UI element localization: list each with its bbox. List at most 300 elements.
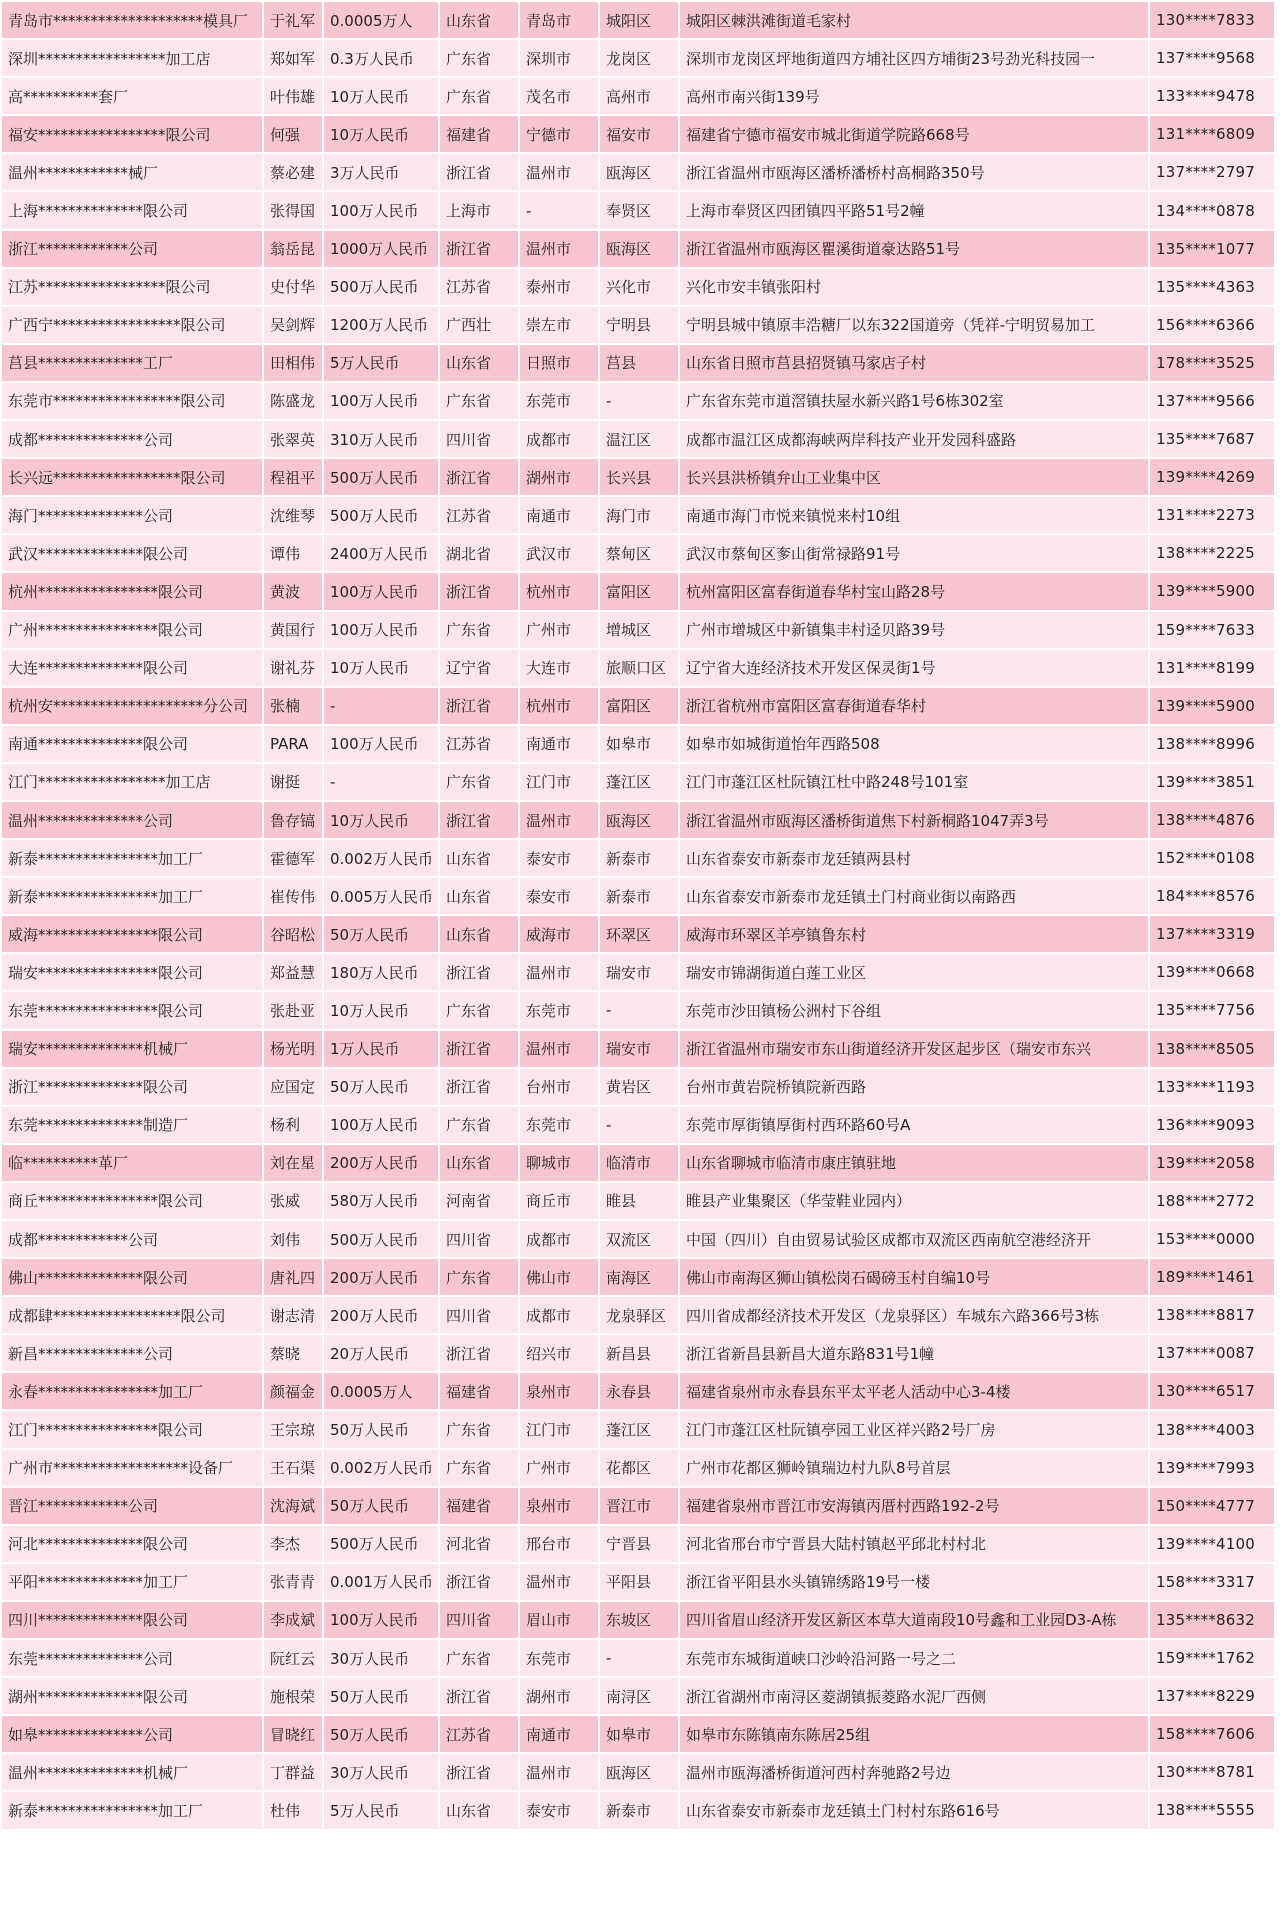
registered-capital-cell: 580万人民币 [324, 1183, 438, 1219]
registered-capital-cell: 50万人民币 [324, 1716, 438, 1752]
province-cell: 辽宁省 [440, 650, 518, 686]
address-cell: 浙江省温州市瓯海区瞿溪街道豪达路51号 [680, 231, 1148, 267]
registered-capital-cell: 500万人民币 [324, 269, 438, 305]
district-cell: 富阳区 [600, 573, 678, 609]
legal-person-cell: 霍德军 [264, 840, 322, 876]
company-name-cell: 新泰****************加工厂 [2, 878, 262, 914]
province-cell: 江苏省 [440, 497, 518, 533]
district-cell: 睢县 [600, 1183, 678, 1219]
registered-capital-cell: - [324, 688, 438, 724]
legal-person-cell: 张楠 [264, 688, 322, 724]
table-row [2, 840, 1274, 876]
city-cell: 温州市 [520, 1564, 598, 1600]
province-cell: 江苏省 [440, 726, 518, 762]
district-cell: - [600, 1107, 678, 1143]
legal-person-cell: 李成斌 [264, 1602, 322, 1638]
table-row [2, 1335, 1274, 1371]
district-cell: 平阳县 [600, 1564, 678, 1600]
district-cell: 新泰市 [600, 840, 678, 876]
legal-person-cell: 张得国 [264, 192, 322, 228]
province-cell: 广东省 [440, 1107, 518, 1143]
registered-capital-cell: 500万人民币 [324, 497, 438, 533]
province-cell: 福建省 [440, 116, 518, 152]
company-name-cell: 东莞**************公司 [2, 1640, 262, 1676]
company-name-cell: 江门*****************加工店 [2, 764, 262, 800]
city-cell: 青岛市 [520, 2, 598, 38]
legal-person-cell: 谢礼芬 [264, 650, 322, 686]
province-cell: 广东省 [440, 764, 518, 800]
phone-cell: 159****7633 [1150, 612, 1274, 648]
legal-person-cell: 李杰 [264, 1526, 322, 1562]
phone-cell: 135****1077 [1150, 231, 1274, 267]
phone-cell: 135****7687 [1150, 421, 1274, 457]
table-row [2, 612, 1274, 648]
district-cell: 奉贤区 [600, 192, 678, 228]
address-cell: 威海市环翠区羊亭镇鲁东村 [680, 916, 1148, 952]
city-cell: 绍兴市 [520, 1335, 598, 1371]
legal-person-cell: 翁岳昆 [264, 231, 322, 267]
registered-capital-cell: 180万人民币 [324, 954, 438, 990]
province-cell: 广西壮 [440, 307, 518, 343]
district-cell: 如皋市 [600, 1716, 678, 1752]
province-cell: 广东省 [440, 40, 518, 76]
city-cell: 南通市 [520, 1716, 598, 1752]
province-cell: 浙江省 [440, 802, 518, 838]
district-cell: 城阳区 [600, 2, 678, 38]
registered-capital-cell: 0.002万人民币 [324, 840, 438, 876]
legal-person-cell: 颜福金 [264, 1373, 322, 1409]
registered-capital-cell: 310万人民币 [324, 421, 438, 457]
table-row [2, 192, 1274, 228]
province-cell: 四川省 [440, 421, 518, 457]
phone-cell: 130****6517 [1150, 1373, 1274, 1409]
city-cell: 温州市 [520, 231, 598, 267]
province-cell: 广东省 [440, 1450, 518, 1486]
table-row [2, 1373, 1274, 1409]
district-cell: 如皋市 [600, 726, 678, 762]
table-row [2, 535, 1274, 571]
company-name-cell: 江苏*****************限公司 [2, 269, 262, 305]
phone-cell: 189****1461 [1150, 1259, 1274, 1295]
table-row [2, 421, 1274, 457]
phone-cell: 139****5900 [1150, 688, 1274, 724]
city-cell: 台州市 [520, 1069, 598, 1105]
province-cell: 广东省 [440, 612, 518, 648]
registered-capital-cell: 100万人民币 [324, 1107, 438, 1143]
city-cell: - [520, 192, 598, 228]
address-cell: 浙江省温州市瓯海区潘桥街道焦下村新桐路1047弄3号 [680, 802, 1148, 838]
province-cell: 浙江省 [440, 1564, 518, 1600]
district-cell: 瑞安市 [600, 1031, 678, 1067]
legal-person-cell: 何强 [264, 116, 322, 152]
province-cell: 广东省 [440, 1411, 518, 1447]
city-cell: 崇左市 [520, 307, 598, 343]
province-cell: 浙江省 [440, 1754, 518, 1790]
registered-capital-cell: 2400万人民币 [324, 535, 438, 571]
table-row [2, 992, 1274, 1028]
address-cell: 浙江省温州市瓯海区潘桥潘桥村高桐路350号 [680, 154, 1148, 190]
table-row [2, 1031, 1274, 1067]
phone-cell: 152****0108 [1150, 840, 1274, 876]
city-cell: 茂名市 [520, 78, 598, 114]
table-row [2, 1792, 1274, 1828]
company-name-cell: 瑞安**************机械厂 [2, 1031, 262, 1067]
company-name-cell: 新泰****************加工厂 [2, 840, 262, 876]
table-row [2, 1259, 1274, 1295]
address-cell: 山东省日照市莒县招贤镇马家店子村 [680, 345, 1148, 381]
phone-cell: 130****7833 [1150, 2, 1274, 38]
phone-cell: 137****8229 [1150, 1678, 1274, 1714]
company-name-cell: 成都**************公司 [2, 421, 262, 457]
legal-person-cell: 郑如军 [264, 40, 322, 76]
province-cell: 浙江省 [440, 954, 518, 990]
district-cell: 宁晋县 [600, 1526, 678, 1562]
address-cell: 福建省宁德市福安市城北街道学院路668号 [680, 116, 1148, 152]
address-cell: 如皋市如城街道怡年西路508 [680, 726, 1148, 762]
province-cell: 浙江省 [440, 1031, 518, 1067]
city-cell: 江门市 [520, 1411, 598, 1447]
phone-cell: 156****6366 [1150, 307, 1274, 343]
phone-cell: 139****5900 [1150, 573, 1274, 609]
company-name-cell: 河北**************限公司 [2, 1526, 262, 1562]
legal-person-cell: 张赴亚 [264, 992, 322, 1028]
province-cell: 四川省 [440, 1602, 518, 1638]
district-cell: 南海区 [600, 1259, 678, 1295]
city-cell: 眉山市 [520, 1602, 598, 1638]
legal-person-cell: 谢志清 [264, 1297, 322, 1333]
district-cell: - [600, 1640, 678, 1676]
district-cell: 瓯海区 [600, 1754, 678, 1790]
registered-capital-cell: 50万人民币 [324, 1411, 438, 1447]
phone-cell: 138****4003 [1150, 1411, 1274, 1447]
registered-capital-cell: 100万人民币 [324, 612, 438, 648]
registered-capital-cell: 1000万人民币 [324, 231, 438, 267]
address-cell: 四川省眉山经济开发区新区本草大道南段10号鑫和工业园D3-A栋 [680, 1602, 1148, 1638]
table-row [2, 383, 1274, 419]
address-cell: 四川省成都经济技术开发区（龙泉驿区）车城东六路366号3栋 [680, 1297, 1148, 1333]
phone-cell: 133****9478 [1150, 78, 1274, 114]
city-cell: 杭州市 [520, 688, 598, 724]
city-cell: 东莞市 [520, 1107, 598, 1143]
city-cell: 南通市 [520, 497, 598, 533]
address-cell: 中国（四川）自由贸易试验区成都市双流区西南航空港经济开 [680, 1221, 1148, 1257]
company-name-cell: 如皋**************公司 [2, 1716, 262, 1752]
company-name-cell: 湖州**************限公司 [2, 1678, 262, 1714]
legal-person-cell: 应国定 [264, 1069, 322, 1105]
table-row [2, 1488, 1274, 1524]
company-name-cell: 高**********套厂 [2, 78, 262, 114]
table-row [2, 1716, 1274, 1752]
district-cell: 龙泉驿区 [600, 1297, 678, 1333]
phone-cell: 158****3317 [1150, 1564, 1274, 1600]
city-cell: 泰州市 [520, 269, 598, 305]
district-cell: 蓬江区 [600, 1411, 678, 1447]
city-cell: 威海市 [520, 916, 598, 952]
legal-person-cell: 于礼军 [264, 2, 322, 38]
registered-capital-cell: 50万人民币 [324, 1678, 438, 1714]
registered-capital-cell: 500万人民币 [324, 459, 438, 495]
company-name-cell: 成都************公司 [2, 1221, 262, 1257]
registered-capital-cell: 50万人民币 [324, 1069, 438, 1105]
district-cell: 瓯海区 [600, 154, 678, 190]
address-cell: 睢县产业集聚区（华莹鞋业园内） [680, 1183, 1148, 1219]
district-cell: 兴化市 [600, 269, 678, 305]
company-name-cell: 杭州安********************分公司 [2, 688, 262, 724]
address-cell: 佛山市南海区狮山镇松岗石碣磅玉村自编10号 [680, 1259, 1148, 1295]
phone-cell: 138****8505 [1150, 1031, 1274, 1067]
city-cell: 江门市 [520, 764, 598, 800]
company-name-cell: 威海****************限公司 [2, 916, 262, 952]
district-cell: 温江区 [600, 421, 678, 457]
legal-person-cell: 张翠英 [264, 421, 322, 457]
registered-capital-cell: 20万人民币 [324, 1335, 438, 1371]
table-row [2, 459, 1274, 495]
address-cell: 山东省泰安市新泰市龙廷镇土门村商业街以南路西 [680, 878, 1148, 914]
registered-capital-cell: 0.0005万人 [324, 2, 438, 38]
province-cell: 浙江省 [440, 1335, 518, 1371]
phone-cell: 150****4777 [1150, 1488, 1274, 1524]
legal-person-cell: 沈海斌 [264, 1488, 322, 1524]
province-cell: 广东省 [440, 78, 518, 114]
registered-capital-cell: 10万人民币 [324, 802, 438, 838]
registered-capital-cell: 100万人民币 [324, 1602, 438, 1638]
address-cell: 福建省泉州市晋江市安海镇丙厝村西路192-2号 [680, 1488, 1148, 1524]
registered-capital-cell: - [324, 764, 438, 800]
company-name-cell: 东莞****************限公司 [2, 992, 262, 1028]
company-name-cell: 江门****************限公司 [2, 1411, 262, 1447]
province-cell: 江苏省 [440, 1716, 518, 1752]
company-name-cell: 莒县**************工厂 [2, 345, 262, 381]
legal-person-cell: 张青青 [264, 1564, 322, 1600]
city-cell: 广州市 [520, 1450, 598, 1486]
table-row [2, 1297, 1274, 1333]
province-cell: 浙江省 [440, 459, 518, 495]
district-cell: 东坡区 [600, 1602, 678, 1638]
legal-person-cell: 谭伟 [264, 535, 322, 571]
district-cell: 富阳区 [600, 688, 678, 724]
phone-cell: 188****2772 [1150, 1183, 1274, 1219]
company-table-body [2, 2, 1274, 1829]
legal-person-cell: 史付华 [264, 269, 322, 305]
registered-capital-cell: 0.001万人民币 [324, 1564, 438, 1600]
legal-person-cell: 刘在星 [264, 1145, 322, 1181]
registered-capital-cell: 200万人民币 [324, 1145, 438, 1181]
province-cell: 山东省 [440, 2, 518, 38]
province-cell: 浙江省 [440, 573, 518, 609]
province-cell: 江苏省 [440, 269, 518, 305]
table-row [2, 688, 1274, 724]
address-cell: 温州市瓯海潘桥街道河西村奔驰路2号边 [680, 1754, 1148, 1790]
legal-person-cell: 黄波 [264, 573, 322, 609]
table-row [2, 764, 1274, 800]
address-cell: 城阳区棘洪滩街道毛家村 [680, 2, 1148, 38]
registered-capital-cell: 50万人民币 [324, 1488, 438, 1524]
company-name-cell: 平阳**************加工厂 [2, 1564, 262, 1600]
district-cell: 花都区 [600, 1450, 678, 1486]
legal-person-cell: 王石渠 [264, 1450, 322, 1486]
table-row [2, 1602, 1274, 1638]
table-row [2, 1183, 1274, 1219]
phone-cell: 158****7606 [1150, 1716, 1274, 1752]
registered-capital-cell: 10万人民币 [324, 116, 438, 152]
phone-cell: 139****4100 [1150, 1526, 1274, 1562]
address-cell: 武汉市蔡甸区奓山街常禄路91号 [680, 535, 1148, 571]
city-cell: 成都市 [520, 1297, 598, 1333]
legal-person-cell: 杨利 [264, 1107, 322, 1143]
city-cell: 温州市 [520, 1031, 598, 1067]
district-cell: 蔡甸区 [600, 535, 678, 571]
registered-capital-cell: 500万人民币 [324, 1526, 438, 1562]
phone-cell: 138****2225 [1150, 535, 1274, 571]
phone-cell: 135****8632 [1150, 1602, 1274, 1638]
address-cell: 台州市黄岩院桥镇院新西路 [680, 1069, 1148, 1105]
phone-cell: 159****1762 [1150, 1640, 1274, 1676]
company-name-cell: 海门**************公司 [2, 497, 262, 533]
address-cell: 成都市温江区成都海峡两岸科技产业开发园科盛路 [680, 421, 1148, 457]
district-cell: 永春县 [600, 1373, 678, 1409]
table-row [2, 573, 1274, 609]
table-row [2, 1221, 1274, 1257]
legal-person-cell: 田相伟 [264, 345, 322, 381]
city-cell: 东莞市 [520, 1640, 598, 1676]
address-cell: 如皋市东陈镇南东陈居25组 [680, 1716, 1148, 1752]
phone-cell: 178****3525 [1150, 345, 1274, 381]
registered-capital-cell: 0.002万人民币 [324, 1450, 438, 1486]
district-cell: 海门市 [600, 497, 678, 533]
phone-cell: 139****7993 [1150, 1450, 1274, 1486]
legal-person-cell: 蔡必建 [264, 154, 322, 190]
city-cell: 日照市 [520, 345, 598, 381]
address-cell: 河北省邢台市宁晋县大陆村镇赵平邱北村村北 [680, 1526, 1148, 1562]
city-cell: 佛山市 [520, 1259, 598, 1295]
province-cell: 上海市 [440, 192, 518, 228]
table-row [2, 269, 1274, 305]
table-row [2, 154, 1274, 190]
legal-person-cell: 黄国行 [264, 612, 322, 648]
legal-person-cell: 杨光明 [264, 1031, 322, 1067]
company-name-cell: 新泰****************加工厂 [2, 1792, 262, 1828]
province-cell: 山东省 [440, 345, 518, 381]
registered-capital-cell: 200万人民币 [324, 1259, 438, 1295]
address-cell: 东莞市东城街道峡口沙岭沿河路一号之二 [680, 1640, 1148, 1676]
legal-person-cell: 郑益慧 [264, 954, 322, 990]
address-cell: 福建省泉州市永春县东平太平老人活动中心3-4楼 [680, 1373, 1148, 1409]
table-row [2, 497, 1274, 533]
table-row [2, 802, 1274, 838]
city-cell: 广州市 [520, 612, 598, 648]
province-cell: 广东省 [440, 383, 518, 419]
table-row [2, 1450, 1274, 1486]
district-cell: 环翠区 [600, 916, 678, 952]
table-row [2, 1564, 1274, 1600]
legal-person-cell: 蔡晓 [264, 1335, 322, 1371]
phone-cell: 139****4269 [1150, 459, 1274, 495]
company-name-cell: 瑞安****************限公司 [2, 954, 262, 990]
phone-cell: 133****1193 [1150, 1069, 1274, 1105]
phone-cell: 139****2058 [1150, 1145, 1274, 1181]
table-row [2, 954, 1274, 990]
company-name-cell: 杭州****************限公司 [2, 573, 262, 609]
address-cell: 东莞市厚街镇厚街村西环路60号A [680, 1107, 1148, 1143]
district-cell: 莒县 [600, 345, 678, 381]
district-cell: - [600, 383, 678, 419]
registered-capital-cell: 30万人民币 [324, 1754, 438, 1790]
company-name-cell: 南通**************限公司 [2, 726, 262, 762]
city-cell: 温州市 [520, 954, 598, 990]
company-name-cell: 青岛市********************模具厂 [2, 2, 262, 38]
phone-cell: 131****2273 [1150, 497, 1274, 533]
district-cell: 蓬江区 [600, 764, 678, 800]
address-cell: 广州市花都区狮岭镇瑞边村九队8号首层 [680, 1450, 1148, 1486]
address-cell: 山东省泰安市新泰市龙廷镇土门村村东路616号 [680, 1792, 1148, 1828]
legal-person-cell: PARA [264, 726, 322, 762]
district-cell: 临清市 [600, 1145, 678, 1181]
city-cell: 湖州市 [520, 459, 598, 495]
legal-person-cell: 谢挺 [264, 764, 322, 800]
address-cell: 浙江省温州市瑞安市东山街道经济开发区起步区（瑞安市东兴 [680, 1031, 1148, 1067]
table-row [2, 1411, 1274, 1447]
phone-cell: 134****0878 [1150, 192, 1274, 228]
city-cell: 商丘市 [520, 1183, 598, 1219]
address-cell: 宁明县城中镇原丰浩糖厂以东322国道旁（凭祥-宁明贸易加工 [680, 307, 1148, 343]
city-cell: 温州市 [520, 154, 598, 190]
province-cell: 广东省 [440, 992, 518, 1028]
phone-cell: 139****0668 [1150, 954, 1274, 990]
district-cell: 双流区 [600, 1221, 678, 1257]
district-cell: 增城区 [600, 612, 678, 648]
address-cell: 山东省聊城市临清市康庄镇驻地 [680, 1145, 1148, 1181]
legal-person-cell: 张威 [264, 1183, 322, 1219]
district-cell: 瓯海区 [600, 802, 678, 838]
province-cell: 四川省 [440, 1297, 518, 1333]
legal-person-cell: 刘伟 [264, 1221, 322, 1257]
city-cell: 湖州市 [520, 1678, 598, 1714]
district-cell: 新泰市 [600, 1792, 678, 1828]
company-name-cell: 永春****************加工厂 [2, 1373, 262, 1409]
company-name-cell: 东莞**************制造厂 [2, 1107, 262, 1143]
company-name-cell: 深圳*****************加工店 [2, 40, 262, 76]
address-cell: 杭州富阳区富春街道春华村宝山路28号 [680, 573, 1148, 609]
province-cell: 山东省 [440, 1145, 518, 1181]
registered-capital-cell: 100万人民币 [324, 383, 438, 419]
registered-capital-cell: 1200万人民币 [324, 307, 438, 343]
phone-cell: 139****3851 [1150, 764, 1274, 800]
address-cell: 南通市海门市悦来镇悦来村10组 [680, 497, 1148, 533]
province-cell: 福建省 [440, 1373, 518, 1409]
district-cell: 瓯海区 [600, 231, 678, 267]
registered-capital-cell: 200万人民币 [324, 1297, 438, 1333]
address-cell: 上海市奉贤区四团镇四平路51号2幢 [680, 192, 1148, 228]
city-cell: 泉州市 [520, 1488, 598, 1524]
table-row [2, 1107, 1274, 1143]
registered-capital-cell: 0.005万人民币 [324, 878, 438, 914]
table-row [2, 1640, 1274, 1676]
phone-cell: 137****2797 [1150, 154, 1274, 190]
city-cell: 东莞市 [520, 383, 598, 419]
company-name-cell: 浙江************公司 [2, 231, 262, 267]
company-name-cell: 商丘****************限公司 [2, 1183, 262, 1219]
phone-cell: 131****6809 [1150, 116, 1274, 152]
table-row [2, 726, 1274, 762]
table-row [2, 2, 1274, 38]
address-cell: 山东省泰安市新泰市龙廷镇两县村 [680, 840, 1148, 876]
province-cell: 广东省 [440, 1259, 518, 1295]
address-cell: 浙江省杭州市富阳区富春街道春华村 [680, 688, 1148, 724]
table-row [2, 307, 1274, 343]
district-cell: 晋江市 [600, 1488, 678, 1524]
legal-person-cell: 鲁存镐 [264, 802, 322, 838]
table-row [2, 116, 1274, 152]
